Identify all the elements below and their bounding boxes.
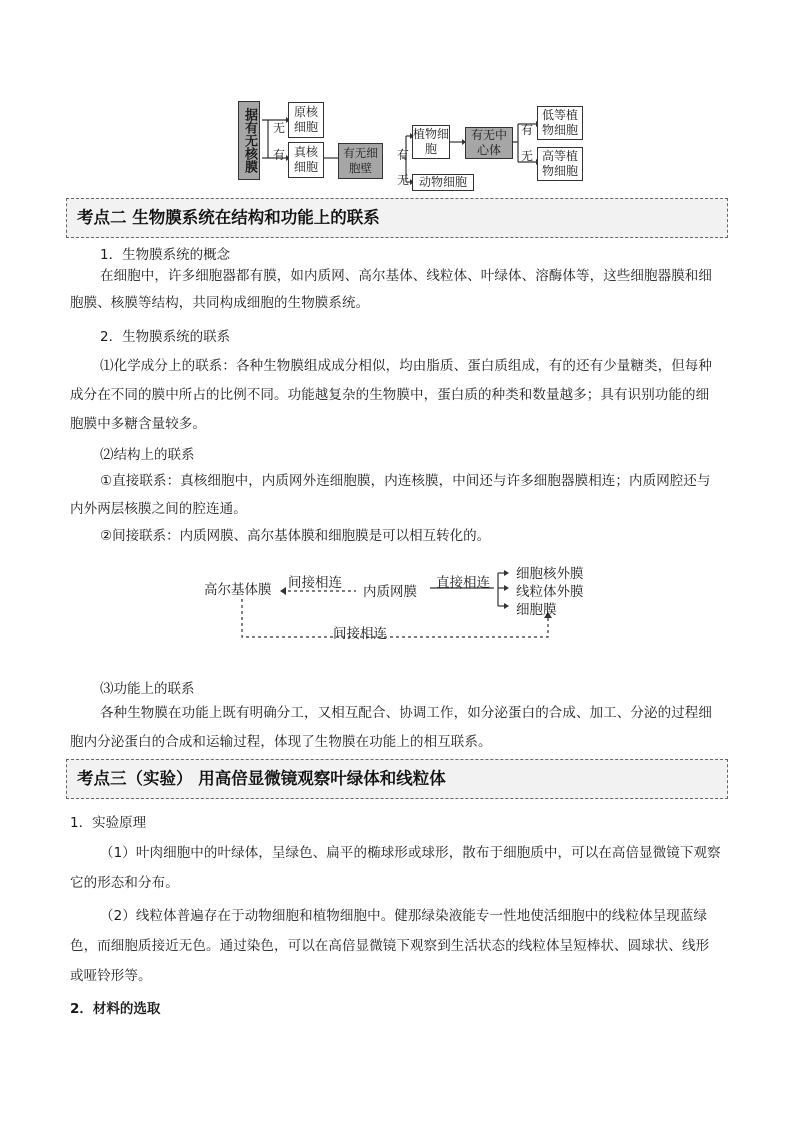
golgi-membrane-label: 高尔基体膜 bbox=[204, 582, 272, 598]
section-title-2: 考点二 生物膜系统在结构和功能上的联系 bbox=[77, 208, 380, 227]
indirect-link-label-bottom: 间接相连 bbox=[333, 626, 387, 642]
nuclear-outer-membrane-label: 细胞核外膜 bbox=[516, 566, 584, 582]
section-header-3 bbox=[66, 759, 728, 799]
heading-membrane-concept: 1．生物膜系统的概念 bbox=[100, 247, 231, 263]
higher-plant-cell-box: 高等植物细胞 bbox=[537, 147, 583, 181]
branch-label-no-2: 无 bbox=[397, 173, 410, 187]
paragraph-mitochondria: （2）线粒体普遍存在于动物细胞和植物细胞中。健那绿染液能专一性地使活细胞中的线粒体呈现蓝绿色，而细胞质接近无色。通过染色，可以在高倍显微镜下观察到生活状态的线粒体呈短棒状、圆球状、线形或哑铃形等。 bbox=[70, 908, 710, 984]
branch-label-no-3: 无 bbox=[521, 149, 534, 163]
centrosome-question-box: 有无中心体 bbox=[465, 127, 513, 159]
section-title-3: 考点三（实验） 用高倍显微镜观察叶绿体和线粒体 bbox=[77, 769, 446, 788]
cell-membrane-label: 细胞膜 bbox=[516, 602, 557, 618]
direct-link-label: 直接相连 bbox=[436, 575, 490, 591]
mito-outer-membrane-label: 线粒体外膜 bbox=[516, 584, 584, 600]
heading-experiment-principle: 1．实验原理 bbox=[70, 815, 147, 831]
lower-plant-cell-box: 低等植物细胞 bbox=[537, 106, 583, 140]
branch-label-no: 无 bbox=[273, 121, 286, 135]
prokaryote-box: 原核细胞 bbox=[288, 102, 324, 138]
eukaryote-box: 真核细胞 bbox=[288, 142, 324, 178]
cell-wall-question-box: 有无细胞壁 bbox=[338, 143, 383, 179]
heading-membrane-relations: 2．生物膜系统的联系 bbox=[100, 329, 231, 345]
heading-structural-relation: ⑵结构上的联系 bbox=[100, 447, 195, 463]
paragraph-direct-relation: ①直接联系：真核细胞中，内质网外连细胞膜，内连核膜，中间还与许多细胞器膜相连；内质网腔还与内外两层核膜之间的腔连通。 bbox=[70, 473, 711, 517]
plant-cell-box: 植物细胞 bbox=[412, 125, 450, 159]
indirect-link-label-top: 间接相连 bbox=[288, 575, 342, 591]
section-header-2 bbox=[66, 198, 728, 238]
paragraph-indirect-relation: ②间接联系：内质网膜、高尔基体膜和细胞膜是可以相互转化的。 bbox=[100, 528, 491, 544]
animal-cell-box: 动物细胞 bbox=[412, 174, 474, 191]
heading-functional-relation: ⑶功能上的联系 bbox=[100, 681, 195, 697]
paragraph-chloroplast: （1）叶肉细胞中的叶绿体，呈绿色、扁平的椭球形或球形，散布于细胞质中，可以在高倍显微镜下观察它的形态和分布。 bbox=[70, 845, 721, 891]
branch-label-yes-3: 有 bbox=[521, 123, 534, 137]
paragraph-membrane-concept: 在细胞中，许多细胞器都有膜，如内质网、高尔基体、线粒体、叶绿体、溶酶体等，这些细胞器膜和细胞膜、核膜等结构，共同构成细胞的生物膜系统。 bbox=[70, 268, 712, 311]
heading-material-selection: 2．材料的选取 bbox=[70, 1001, 161, 1017]
root-box: 据有无核膜 bbox=[238, 101, 260, 180]
branch-label-yes-2: 有 bbox=[397, 148, 410, 162]
paragraph-functional-relation: 各种生物膜在功能上既有明确分工，又相互配合、协调工作，如分泌蛋白的合成、加工、分泌的过程细胞内分泌蛋白的合成和运输过程，体现了生物膜在功能上的相互联系。 bbox=[70, 705, 712, 750]
branch-label-yes: 有 bbox=[273, 148, 286, 162]
paragraph-chemical-relation: ⑴化学成分上的联系：各种生物膜组成成分相似，均由脂质、蛋白质组成，有的还有少量糖类，但每种成分在不同的膜中所占的比例不同。功能越复杂的生物膜中，蛋白质的种类和数量越多；具有识别功能的细胞膜中多糖含量较多。 bbox=[70, 358, 712, 432]
er-membrane-label: 内质网膜 bbox=[363, 584, 417, 600]
